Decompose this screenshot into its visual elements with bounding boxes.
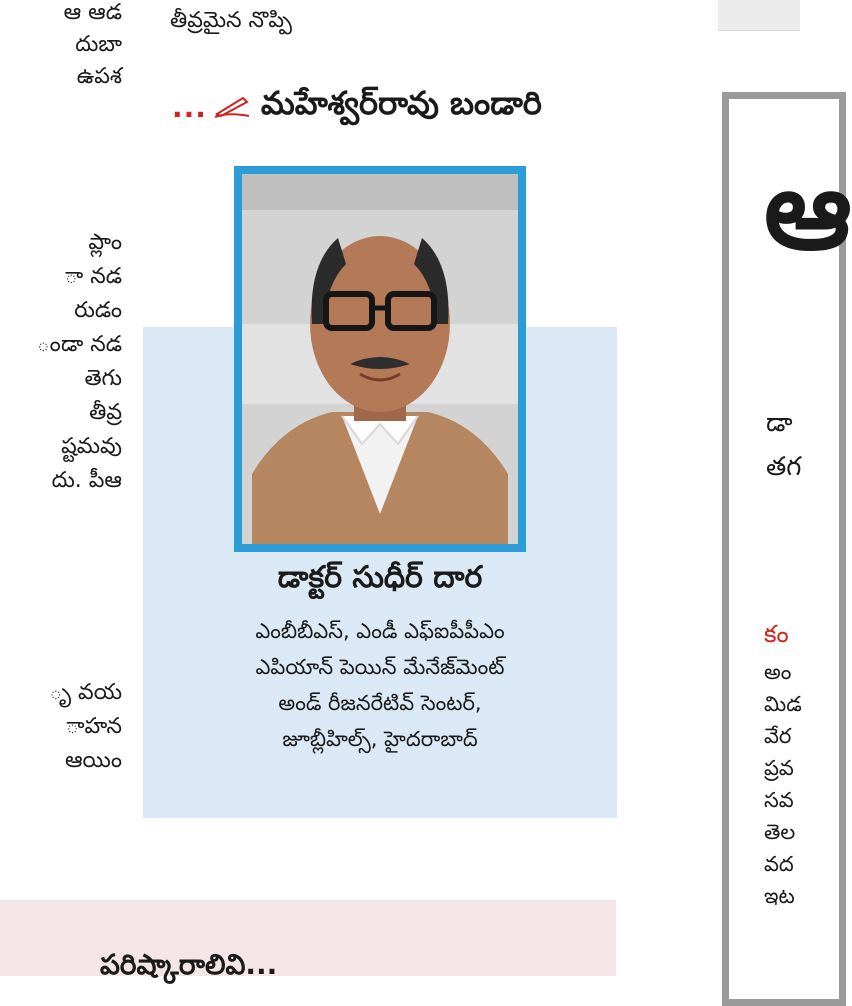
ad-body-line: తెల [764, 820, 796, 844]
ad-body-line: అం [764, 660, 792, 684]
doctor-credential-line: ఎంబీబీఎస్, ఎండీ ఎఫ్ఐపీపీఎం [255, 619, 505, 643]
author-name: మహేశ్వర్‌రావు బండారి [260, 84, 542, 122]
ad-subtext: డా [766, 408, 793, 438]
doctor-credential-line: అండ్ రీజనరేటివ్ సెంటర్, [278, 691, 482, 715]
doctor-credential-line: ఎపియాన్ పెయిన్ మేనేజ్‌మెంట్ [255, 655, 505, 679]
left-article-column [0, 0, 150, 976]
ad-subtext: తగ [766, 452, 802, 482]
pen-icon [213, 88, 251, 126]
ad-body-line: సవ [764, 788, 794, 812]
ad-headline-char: ఆ [764, 146, 852, 274]
doctor-credential-line: జూబ్లీహిల్స్, హైదరాబాద్ [282, 727, 478, 751]
ad-body-line: ప్రవ [764, 756, 794, 780]
left-column-line: తీవ్ర [89, 400, 122, 425]
doctor-photo [234, 166, 526, 552]
left-column-line: ఆయిం [64, 748, 122, 773]
left-column-line: ప్లాం [88, 230, 122, 255]
author-byline [172, 84, 542, 130]
left-column-line: ష్టమవు [61, 434, 122, 459]
left-column-line: రుడం [74, 298, 122, 323]
ad-body-line: వేర [764, 724, 792, 748]
left-column-line: ృ వయ [49, 680, 122, 705]
left-column-line: దుబా [75, 32, 122, 57]
left-column-line: ఆ ఆడ [63, 0, 122, 25]
left-column-line: ాహన [66, 714, 122, 739]
ad-body-line: ఇట [764, 884, 795, 908]
ad-red-heading: కం [764, 620, 789, 648]
left-column-line: ా నడ [64, 264, 122, 289]
ad-body-line: మిడ [764, 692, 802, 716]
doctor-name: డాక్టర్ సుధీర్ దార [277, 560, 483, 595]
byline-dots: ... [172, 90, 207, 124]
ad-body-line: వద [764, 852, 794, 876]
left-column-line: ండా నడ [36, 332, 122, 357]
left-column-line: దు. పీఆ [51, 468, 122, 493]
right-top-box [718, 0, 800, 31]
left-column-line: ఉపశ [76, 64, 122, 89]
left-column-line: తెగు [84, 366, 122, 391]
solutions-section-header [0, 900, 616, 981]
previous-text-line: తీవ్రమైన నొప్పి [170, 8, 292, 33]
section-heading: పరిష్కారాలివి... [100, 948, 278, 981]
